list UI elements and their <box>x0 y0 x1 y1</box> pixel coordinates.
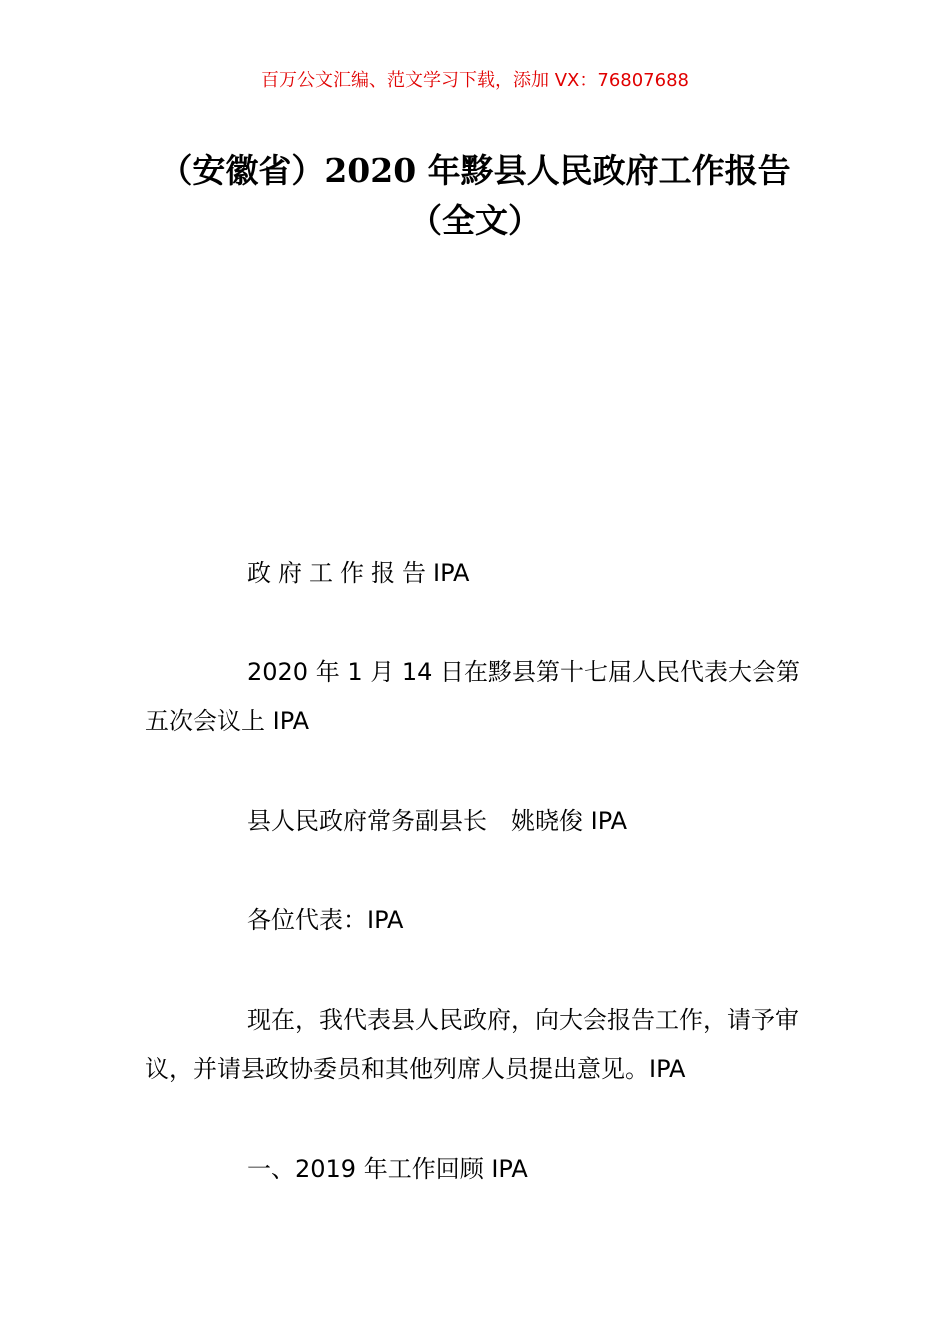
section-heading-paragraph: 一、2019 年工作回顾 IPA <box>247 1155 528 1183</box>
opening-paragraph: 现在，我代表县人民政府，向大会报告工作，请予审议，并请县政协委员和其他列席人员提出意见。IPA <box>145 1006 799 1083</box>
title-line-2: （全文） <box>409 201 541 240</box>
report-label-paragraph <box>145 549 810 598</box>
title-line-1: （安徽省）2020 年黟县人民政府工作报告 <box>159 151 791 190</box>
salutation-paragraph: 各位代表：IPA <box>247 906 404 934</box>
report-label-suffix: IPA <box>433 559 470 587</box>
header-watermark-note: 百万公文汇编、范文学习下载，添加 VX：76807688 <box>261 70 689 91</box>
date-paragraph: 2020 年 1 月 14 日在黟县第十七届人民代表大会第五次会议上 IPA <box>145 658 801 735</box>
speaker-paragraph: 县人民政府常务副县长 姚晓俊 IPA <box>247 807 628 835</box>
document-title <box>120 146 830 246</box>
report-label: 政府工作报告 <box>247 559 433 587</box>
